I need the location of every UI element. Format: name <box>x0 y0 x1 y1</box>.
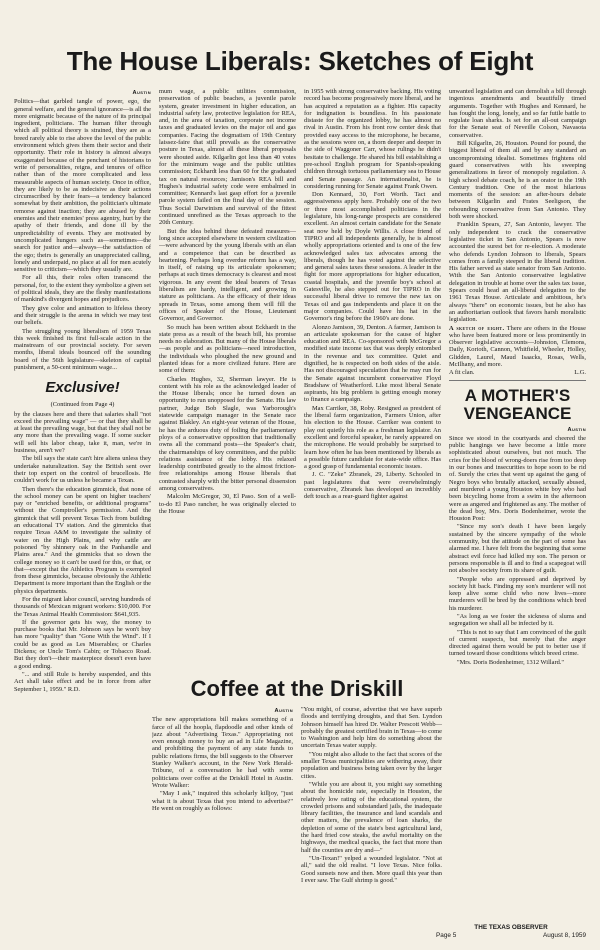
paragraph: Bill Kilgarlin, 26, Houston. Pound for pound, the biggest liberal of them all and by any standard an uncompromising idealist. Sometimes frightens old guard conservatives with his sweeping generalizations in favor of monopoly regulation. A high school debate coach, he is an orator in the 19th Century tradition. One of the most hilarious moments of the session: an after-hours debate between Kilgarlin and Frates Seeligson, the rebounding conservative from San Antonio. They both were shocked. <box>449 140 586 221</box>
column-3 <box>304 88 441 678</box>
paragraph: If the governor gets his way, the money to purchase books that Mr. Johnson says he won't buy has more "quality" than "Gone With the Wind". If I could be as good as Les Miserables; or Charles Dickens; or Uncle Tom's Cabin; or Tobacco Road. But they don't—their masterpiece doesn't even have a good ending. <box>14 618 151 670</box>
paragraph: There are others in the House who have been featured more or less prominently in Observer legislative accounts—Johnston, Clemons, Daily, Korioth, Cannon, Whitfield, Wheeler, Holley, Glidden, Laurel, Maud Isaacks, Rosas, Wells, McIlhany, and more. <box>449 324 586 368</box>
coffee-headline: Coffee at the Driskill <box>190 676 404 701</box>
paragraph: mum wage, a public utilities commission, preservation of public beaches, a juvenile parole system, greater investment in higher education, an industrial safety law, protective legislation for REA, and, in the area of taxation, corporate net income taxes and graduated levies on the major oil and gas companies. Facing the dogmatism of 19th Century laissez-faire that still prevails as the conservative posture in Texas, almost all these liberal proposals were shouted aside. Kilgarlin got less than 40 votes for the minimum wage and the public utilities commission; Eckhardt less than 60 for the graduated tax on natural resources; Jamison's REA bill and Hughes's industrial safety code were embalmed in committee; Kennard's last gasp effort for a juvenile parole system failed on the final day of the session. Thus Social Darwinism and survival of the fittest continued unrefined as the Texas approach to the 20th Century. <box>159 88 296 227</box>
paragraph: The new appropriations bill makes something of a farce of all the hoopla, flapdoodle and other kinds of jazz about "Advertising Texas." Appropriating not even enough money to buy an ad in Life Magazine, and prohibiting the payment of any state funds to public relations firms, the bill suggests to the Observer Stanley Walker's account, in the New York Herald-Tribune, of a conversation he had with some politicians over coffee at the Driskill Hotel in Austin. Wrote Walker: <box>152 716 293 789</box>
paragraph: For all this, their roles often transcend the personal, for, to the extent they symbolize a given set of political ideals, they are the fleshy manifestations of mankind's divergent hopes and prejudices. <box>14 274 151 304</box>
paragraph: "This is not to say that I am convinced of the guilt of current suspects, but merely that the anger directed against them would be put to better use if turned toward those conditions which breed crime. <box>449 628 586 658</box>
paragraph: Charles Hughes, 32, Sherman lawyer. He is content with his role as the acknowledged leader of the House liberals; once he turned down an opportunity to run unopposed for the Senate. His law partner, Judge Bob Slagle, was Yarborough's statewide campaign manager in the Senate race against Blakley. An eight-year veteran of the House, he has the arduous duty of foiling the parliamentary ploys of a conservative opposition that traditionally owns all the command posts—the Speaker's chair, the chairmanships of key committees, and the public relations assistance of the lobby. His relaxed leadership contributed greatly to the almost friction-free relationships among House liberals that contrasted sharply with the bitter personal dissension among conservatives. <box>159 375 296 493</box>
paragraph: "As long as we foster the sickness of slums and segregation we shall all be infected by it. <box>449 613 586 628</box>
paragraph: "Mrs. Doris Bodenheimer, 1312 Willard." <box>457 658 564 666</box>
coffee-column-2 <box>301 706 442 936</box>
paragraph: "While you are about it, you might say something about the homicide rate, especially in Houston, the relatively low rating of the educational system, the crowded prisons and substandard jails, the inadequate library facilities, the insurance and land scandals and other matters, the prevalence of loan sharks, the depletion of some of the state's best agricultural land, the hard fried cow steaks, the awful mortality on the highways, the medical quacks, the fact that more than half the counties are dry and—" <box>301 780 442 854</box>
paragraph: in 1955 with strong conservative backing. His voting record has become progressively more liberal, and he has acquired a reputation as a fighter. His capacity for indignation is boundless. In his passionate distaste for the organized lobby, he has almost no rival in Austin. From his front row center desk that provided easy access to the microphone, he became, as the sessions wore on, a thorn deeper and deeper in the side of Waggoner Carr, whose rulings he didn't hesitate to challenge. He shared his bill establishing a pre-school English program for Spanish-speaking children through tortuous parliamentary sea to House and Senate passage. An internationalist, he is considering running for Senate against Frank Owen. <box>304 88 441 190</box>
issue-date: August 8, 1959 <box>543 932 586 939</box>
paragraph: Franklin Spears, 27, San Antonio, lawyer. The only independent to crack the conservative legislative ticket in San Antonio, Spears is now accounted the surest bet for re-election. A moderate who defends Lyndon Johnson to liberals, Spears comes from a family steeped in the liberal tradition. His father served as state senator from San Antonio. With the San Antonio conservative legislative delegation in trouble at home over the sales tax issue, Spears could head an all-liberal delegation to the 1961 Texas House. Articulate and ambitious, he's always "there" on economic issues, but he also has an authoritarian outlook that favors harsh moralistic legislation. <box>449 221 586 324</box>
dateline: Austin <box>132 90 151 96</box>
column-2 <box>159 88 296 678</box>
publication-name: THE TEXAS OBSERVER <box>474 924 548 931</box>
paragraph: Don Kennard, 30, Fort Worth. Tact and aggressiveness apply here. Probably one of the two or three most accomplished politicians in the legislature, his long-range prospects are considered excellent. An almost certain candidate for the Senate seat now held by Doyle Willis. A close friend of TIPRO and all independents generally, he is almost wholly appropriations oriented and is one of the few acknowledged sales tax advocates among the liberals, though he has voted against the selective and general sales taxes these sessions. A leader in the fight for more appropriations for higher education, coastal hospitals, and the juvenile boy's school at Gatesville, he also stepped out for TIPRO in the successful liberal drive to remove the new tax on Texas oil and gas independents and place it on the major companies. Could have his hat in the Governor's ring before the 1960's are done. <box>304 191 441 323</box>
mother-headline: A MOTHER'S VENGEANCE <box>463 385 572 423</box>
paragraph: For the migrant labor council, serving hundreds of thousands of Mexican migrant workers: $10,000. For the Texas Animal Health Commission: $641,935. <box>14 596 151 618</box>
paragraph: The bill says the state can't hire aliens unless they undertake naturalization. Say the British sent over their top expert on the control of brucellosis. He couldn't work for us unless he became a Texan. <box>14 455 151 485</box>
paragraph: J. C. "Zeke" Zbranek, 29, Liberty. Schooled in past legislatures that were overwhelmingly conservative, Zbranek has developed an incredibly deft touch as a rear-guard fighter against <box>304 471 441 501</box>
dateline: Austin <box>567 426 586 433</box>
paragraph: Since we stood in the courtyards and cheered the public hangings we have become a little more sophisticated about ourselves, but not much. The cries for the blood of wrong-doers rise from too deep in our bones and insecurities to hope soon to be rid of. Surely the cries that went up against the gang of Negro boys who brutally attacked, sexually abused, and murdered a young Houston white boy who had been bicycling home from a swim in the afternoon were as angered and frightened as any. The mother of the dead boy, Mrs. Doris Bodenheimer, wrote the Houston Post: <box>449 434 586 523</box>
divider <box>449 380 586 381</box>
paragraph: So much has been written about Eckhardt in the state press as a result of the beach bill, his promise needs no elaboration. But many of the House liberals—as people and as politicians—need introduction, the individuals who ploughed the new ground and planted ideas for a more civilized future. Here are some of them: <box>159 323 296 375</box>
paragraph: unwanted legislation and can demolish a bill through ingenious amendments and beautifully timed arguments. Together with Hughes and Kennard, he has fought the long, lonely, and so far futile battle to regulate loan sharks. Is set for an all-out campaign for the Senate seat of Neveille Colson, Navasota conservative. <box>449 88 586 139</box>
paragraph: The struggling young liberalism of 1959 Texas this week finished its first full-scale action in the mainstream of our provincial society. For seven months, liberal ideals bounced off the sounding board of the 56th legislature—skeleton of capital punishment, a 50-cent minimum wage... <box>14 327 151 371</box>
paragraph: But the idea behind these defeated measures—long since accepted elsewhere in western civilization—were advanced by the young liberals with an élan and a competence that can be described as heartening. Perhaps long overdue reform has a way, in itself, of raising up its articulate spokesmen; perhaps at such times democracy is clearest and most vigorous. In any event the ideal bearers of Texas liberalism are hardy, intelligent, and growing in stature as politicians. As the efficacy of their ideas spreads in Texas, some among them will fill the offices of Speaker of the House, Lieutenant Governor, and Governor. <box>159 227 296 323</box>
paragraph: "You might also allude to the fact that scores of the smaller Texas municipalities are withering away, their population and business being taken over by the larger cities. <box>301 750 442 780</box>
paragraph: by the clauses here and there that salaries shall "not exceed the prevailing wage" — or that they shall be at least the prevailing wage, but that they shall not be any more than the prevailing wage. If some sucker will sell his labor cheap, take it, man, we're in business, aren't we? <box>14 410 151 455</box>
coffee-column-1 <box>152 706 293 926</box>
paragraph: "Un-Texan!" yelped a wounded legislator. "Not at all," said the old realist. "I love Texas. Nice folks. Good sunsets now and then. More quail this year than I ever saw. The Gulf shrimp is good." <box>301 854 442 884</box>
exclusive-headline: Exclusive! <box>45 379 120 397</box>
paragraph: Politics—that garbled tangle of power, ego, the general welfare, and the general ignorance—is all the more enigmatic because of the nature of its principal ingredient, politicians. The human filter through which all political theory is strained, they are as a breed rarely able to rise above the level of the public environment which gives them their sector and their opportunity. Their role in history is almost always exaggerated because of the penchant of historians to write of personalities, reigns, and tenures of office rather than of the more complicated and less measurable aspects of human society. Once in office, they are likely to be as indecisive as their actions circumscribed by their fears—a tendency balanced somewhat by their ambition, the politician's ultimate remorse against inaction; they are abused by their enemies and their enemies' press agentry, hurt by the apathy of their friends, and done ill by the unpredictability of events. They are motivated by uncomplicated hungers such as—sometimes—the search for justice and—always—the satisfaction of the ego; theirs is generally an unappreciated calling, lonely and underpaid, no place at all for men acutely sensitive to criticism—which they usually are. <box>14 98 151 274</box>
main-headline: The House Liberals: Sketches of Eight <box>66 46 534 76</box>
coffee-article <box>152 676 442 936</box>
paragraph: "... and still Rule is hereby suspended, and this Act shall take effect and be in force from after September 1, 1959." R.D. <box>14 670 151 693</box>
paragraph: They give color and animation to lifeless theory and their struggle is the arena in which we may test our beliefs. <box>14 304 151 327</box>
author-initials: L.G. <box>574 369 586 377</box>
paragraph: Then there's the education gimmick, that none of the school money can be spent on higher teachers' pay or "enriched benefits, or additional programs" without the Comptroller's permission. And the gimmick that will prevent Texas Tech from building an educational TV station. And the gimmicks that require Texas A&M to investigate the salinity of water on the High Plains, and why cattle are poisoned "by shinnery oak in the Panhandle and Plains area." And the gimmicks that so down the college money so it can't be used for this, or that, or that—except that the Athletics Program is exempted from these gimmicks, because obviously the Athletic Department is more important than the English or the physics departments. <box>14 485 151 595</box>
continued-note: (Continued from Page 4) <box>50 401 115 409</box>
paragraph: Max Carriker, 38, Roby. Resigned as president of the liberal farm organization, Farmers Union, after his election to the House. Carriker was content to play out quietly his role as a freshman legislator. An excellent and forceful speaker, he rarely appeared on the microphone. He would probably be surprised to learn how often he has been mentioned by liberals as a possible future candidate for state-wide office. Has a good grasp of fundamental economic issues. <box>304 404 441 471</box>
paragraph: "Since my son's death I have been largely sustained by the sincere sympathy of the whole community, but the attitude on the part of some has alarmed me. I have felt from the beginning that some abstract evil force had killed my son. The person or persons responsible is ill and to find a scapegoat will not absolve society from its share of guilt. <box>449 523 586 575</box>
dateline: Austin <box>274 708 293 714</box>
paragraph: "May I ask," inquired this scholarly killjoy, "just what it is about Texas that you intend to advertise?" He went on roughly as follows: <box>152 790 293 812</box>
column-1 <box>14 88 151 698</box>
sketch-lead: A sketch of eight. <box>449 324 505 332</box>
column-4 <box>449 88 586 948</box>
fit-text: A fit clan. <box>449 369 475 377</box>
page-number: Page 5 <box>436 932 457 939</box>
paragraph: Alonzo Jamison, 39, Denton. A farmer, Jamison is an articulate spokesman for the cause of higher education and REA. Co-sponsored with McGregor a modified state income tax that was deeply entombed in the revenue and tax committee. Quiet and dignified, he is respected on both sides of the aisle. Has not discouraged speculation that he may run for the Senate against incumbent conservative Floyd Bradshaw of Weatherford. Like most liberal Senate aspirants, his big problem is getting enough money to finance a campaign. <box>304 323 441 404</box>
paragraph: Malcolm McGregor, 30, El Paso. Son of a well-to-do El Paso rancher, he was originally elected to the House <box>159 493 296 515</box>
page-footer <box>436 924 586 940</box>
paragraph: "You might, of course, advertise that we have superb floods and terrifying droughts, and that Sen. Lyndon Johnson himself has hired Dr. Walter Prescott Webb—probably the greatest certified brain in Texas—to come to Washington and help him do something about the uncertain Texas water supply. <box>301 706 442 750</box>
sign-off <box>449 369 586 376</box>
paragraph: "People who are oppressed and deprived by society hit back. Finding my son's murderer will not keep alive some child who now lives—more murderers will be bred by the conditions which bred his murderer. <box>449 575 586 612</box>
